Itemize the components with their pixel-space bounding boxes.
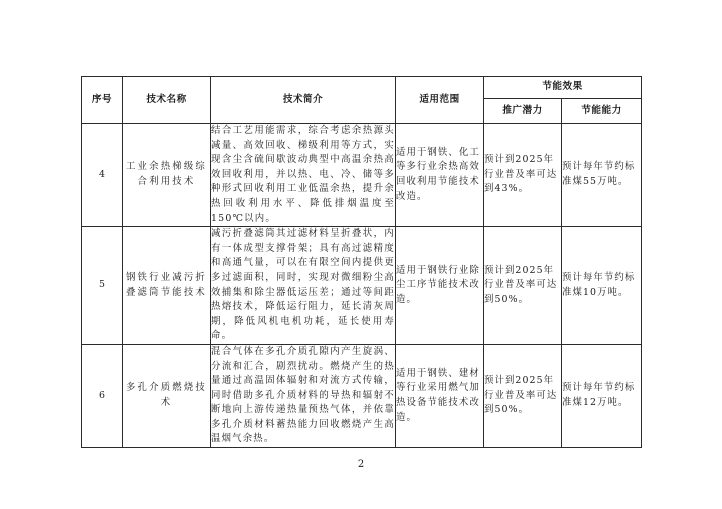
page-number: 2 — [357, 459, 365, 470]
row-seq: 4 — [82, 124, 123, 227]
row-tech-desc: 混合气体在多孔介质孔隙内产生旋涡、分流和汇合，剧烈扰动。燃烧产生的热量通过高温固体辐射和对流方式传输，同时借助多孔介质材料的导热和辐射不断地向上游传递热量预热气体，并依靠多孔介质材料蓄热能力回收燃烧产生高温烟气余热。 — [211, 344, 396, 447]
table-row — [82, 344, 642, 447]
table-header-row — [82, 77, 642, 99]
header-effect: 节能效果 — [484, 77, 642, 99]
row-seq: 6 — [82, 344, 123, 447]
header-name: 技术名称 — [123, 77, 211, 124]
row-scope: 适用于钢铁、建材等行业采用燃气加热设备节能技术改造。 — [396, 344, 484, 447]
header-scope: 适用范围 — [396, 77, 484, 124]
row-capacity: 预计每年节约标准煤55万吨。 — [562, 124, 642, 227]
energy-saving-technology-table — [81, 76, 642, 448]
row-tech-name: 工业余热梯级综合利用技术 — [123, 124, 211, 227]
row-tech-desc: 减污折叠滤筒其过滤材料呈折叠状，内有一体成型支撑骨架；具有高过滤精度和高通气量，可以在有限空间内提供更多过滤面积，同时，实现对微细粉尘高效捕集和除尘器低运压差；通过等间距热熔技术，降低运行阻力，延长清灰周期，降低风机电机功耗，延长使用寿命。 — [211, 227, 396, 345]
row-scope: 适用于钢铁、化工等多行业余热高效回收利用节能技术改造。 — [396, 124, 484, 227]
row-potential: 预计到2025年行业普及率可达到50%。 — [484, 344, 562, 447]
header-capacity: 节能能力 — [562, 99, 642, 124]
row-potential: 预计到2025年行业普及率可达到50%。 — [484, 227, 562, 345]
row-potential: 预计到2025年行业普及率可达到43%。 — [484, 124, 562, 227]
header-seq: 序号 — [82, 77, 123, 124]
table-row — [82, 227, 642, 345]
row-tech-name: 多孔介质燃烧技术 — [123, 344, 211, 447]
row-capacity: 预计每年节约标准煤12万吨。 — [562, 344, 642, 447]
table-row — [82, 124, 642, 227]
header-potential: 推广潜力 — [484, 99, 562, 124]
row-tech-name: 钢铁行业减污折叠滤筒节能技术 — [123, 227, 211, 345]
row-scope: 适用于钢铁行业除尘工序节能技术改造。 — [396, 227, 484, 345]
row-seq: 5 — [82, 227, 123, 345]
header-desc: 技术简介 — [211, 77, 396, 124]
row-capacity: 预计每年节约标准煤10万吨。 — [562, 227, 642, 345]
row-tech-desc: 结合工艺用能需求，综合考虑余热源头减量、高效回收、梯级利用等方式，实现含尘含硫间歇波动典型中高温余热高效回收利用，并以热、电、冷、储等多种形式回收利用工业低温余热，提升余热回收利用水平、降低排烟温度至150℃以内。 — [211, 124, 396, 227]
